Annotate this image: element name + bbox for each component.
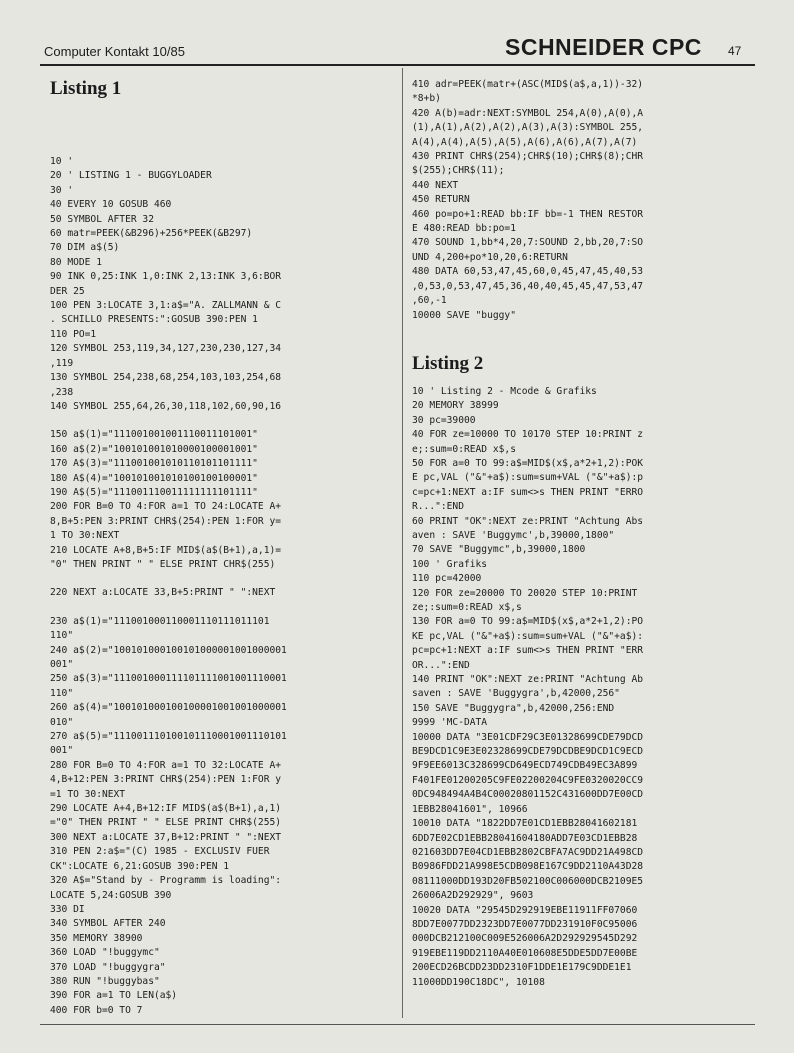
page-number: 47	[728, 44, 742, 58]
right-column	[412, 78, 757, 990]
listing-1-heading: Listing 1	[50, 78, 122, 99]
listing-1-block-b: 150 a$(1)="111001001001110011101001" 160 a$(2)="100101001010000100001001" 170 A$(3)="111001001010110101101111" 180 A$(4)="100101001010100100100001" 190 A$(5)="111001110011111111101111" 200 FOR B=0 TO 4:FOR a=1 TO 24:LOCATE A+ 8,B+5:PEN 3:PRINT CHR$(254):PEN 1:FOR y= 1 TO 30:NEXT 210 LOCATE A+8,B+5:IF MID$(a$(B+1),a,1)= "0" THEN PRINT " " ELSE PRINT CHR$(255)	[50, 429, 282, 570]
left-column	[50, 78, 395, 1018]
listing-2-heading: Listing 2	[412, 352, 484, 374]
listing-1-continued: 410 adr=PEEK(matr+(ASC(MID$(a$,a,1))-32) *8+b) 420 A(b)=adr:NEXT:SYMBOL 254,A(0),A(0),A (1),A(1),A(2),A(2),A(3),A(3):SYMBOL 255, A(4),A(4),A(5),A(5),A(6),A(6),A(7),A(7) 430 PRINT CHR$(254);CHR$(10);CHR$(8);CHR $(255);CHR$(11); 440 NEXT 450 RETURN 460 po=po+1:READ bb:IF bb=-1 THEN RESTOR E 480:READ bb:po=1 470 SOUND 1,bb*4,20,7:SOUND 2,bb,20,7:SO UND 4,200+po*10,20,6:RETURN 480 DATA 60,53,47,45,60,0,45,47,45,40,53 ,0,53,0,53,47,45,36,40,40,45,45,47,53,47 ,60,-1 10000 SAVE "buggy"	[412, 79, 644, 321]
column-divider	[402, 68, 403, 1018]
header-rule	[40, 64, 755, 66]
magazine-issue: Computer Kontakt 10/85	[44, 44, 185, 59]
section-title: SCHNEIDER CPC	[505, 34, 702, 60]
listing-1-block-a: 10 ' 20 ' LISTING 1 - BUGGYLOADER 30 ' 40 EVERY 10 GOSUB 460 50 SYMBOL AFTER 32 60 matr=PEEK(&B296)+256*PEEK(&B297) 70 DIM a$(5) 80 MODE 1 90 INK 0,25:INK 1,0:INK 2,13:INK 3,6:BOR DER 25 100 PEN 3:LOCATE 3,1:a$="A. ZALLMANN & C . SCHILLO PRESENTS:":GOSUB 390:PEN 1 110 PO=1 120 SYMBOL 253,119,34,127,230,230,127,34 ,119 130 SYMBOL 254,238,68,254,103,103,254,68 ,238 140 SYMBOL 255,64,26,30,118,102,60,90,16	[50, 156, 282, 412]
listing-1-block-d: 230 a$(1)="111001000110001110111011101 110" 240 a$(2)="100101000100101000001001000001 001" 250 a$(3)="111001000111101111001001110001 110" 260 a$(4)="100101000100100001001001000001 010" 270 a$(5)="111001110100101110001001110101 001" 280 FOR B=0 TO 4:FOR a=1 TO 32:LOCATE A+ 4,B+12:PEN 3:PRINT CHR$(254):PEN 1:FOR y =1 TO 30:NEXT 290 LOCATE A+4,B+12:IF MID$(a$(B+1),a,1) ="0" THEN PRINT " " ELSE PRINT CHR$(255) 300 NEXT a:LOCATE 37,B+12:PRINT " ":NEXT 310 PEN 2:a$="(C) 1985 - EXCLUSIV FUER CK":LOCATE 6,21:GOSUB 390:PEN 1 320 A$="Stand by - Programm is loading": LOCATE 5,24:GOSUB 390 330 DI 340 SYMBOL AFTER 240 350 MEMORY 38900 360 LOAD "!buggymc" 370 LOAD "!buggygra" 380 RUN "!buggybas" 390 FOR a=1 TO LEN(a$) 400 FOR b=0 TO 7	[50, 615, 287, 1016]
footer-rule	[40, 1024, 755, 1025]
listing-2-code: 10 ' Listing 2 - Mcode & Grafiks 20 MEMORY 38999 30 pc=39000 40 FOR ze=10000 TO 10170 STEP 10:PRINT z e;:sum=0:READ x$,s 50 FOR a=0 TO 99:a$=MID$(x$,a*2+1,2):POK E pc,VAL ("&"+a$):sum=sum+VAL ("&"+a$):p c=pc+1:NEXT a:IF sum<>s THEN PRINT "ERRO R...":END 60 PRINT "OK":NEXT ze:PRINT "Achtung Abs aven : SAVE 'Buggymc',b,39000,1800" 70 SAVE "Buggymc",b,39000,1800 100 ' Grafiks 110 pc=42000 120 FOR ze=20000 TO 20020 STEP 10:PRINT ze;:sum=0:READ x$,s 130 FOR a=0 TO 99:a$=MID$(x$,a*2+1,2):PO KE pc,VAL ("&"+a$):sum=sum+VAL ("&"+a$): pc=pc+1:NEXT a:IF sum<>s THEN PRINT "ERR OR...":END 140 PRINT "OK":NEXT ze:PRINT "Achtung Ab saven : SAVE 'Buggygra',b,42000,256" 150 SAVE "Buggygra",b,42000,256:END 9999 'MC-DATA 10000 DATA "3E01CDF29C3E01328699CDE79DCD BE9DCD1C9E3E02328699CDE79DCDBE9DCD1C9ECD 9F9EE6013C328699CD649ECD749CDB49EC3A899 F401FE01200205C9FE02200204C9FE0320020CC9 0DC948494A4B4C00020801152C431600DD7E00CD 1EBB28041601", 10966 10010 DATA "1822DD7E01CD1EBB28041602181 6DD7E02CD1EBB28041604180ADD7E03CD1EBB28 021603DD7E04CD1EBB2802CBFA7AC9DD21A498CD B0986FDD21A998E5CDB098E167C9DD2110A43D28 08111000DD193D20FB502100C006000DCB2109E5 26006A2D292929", 9603 10020 DATA "29545D292919EBE11911FF07060 8DD7E0077DD2323DD7E0077DD231910F0C95006 000DCB212100C009E526006A2D292929545D292 919EBE119DD2110A40E010608E5DDE5DD7E00BE 200ECD26BCDD23DD2310F1DDE1E179C9DDE1E1 11000DD190C18DC", 10108	[412, 385, 644, 988]
listing-1-block-c: 220 NEXT a:LOCATE 33,B+5:PRINT " ":NEXT	[50, 587, 276, 599]
